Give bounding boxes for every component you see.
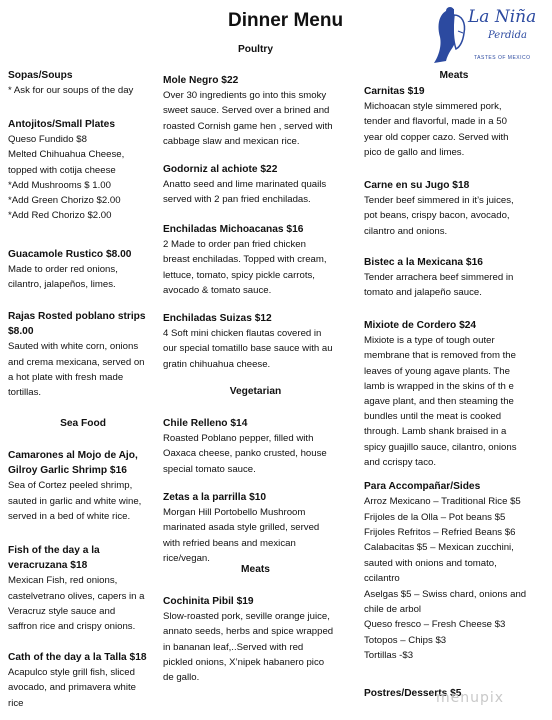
item-title: Fish of the day a la (8, 545, 100, 556)
menu-item-zetas (163, 490, 358, 566)
item-title: Carnitas $19 (364, 86, 425, 97)
item-line: spicy guajillo sauce, cilantro, onions (364, 441, 517, 453)
item-line: Sauted with white corn, onions (8, 341, 139, 353)
item-line: Roasted Poblano pepper, filled with (163, 433, 314, 445)
item-line: pico de gallo and limes. (364, 146, 465, 158)
item-line: served with 2 pan fried enchiladas. (163, 194, 311, 206)
item-line: avocado, and primavera white (8, 682, 136, 694)
item-line: membrane that is removed from the (364, 350, 516, 362)
menu-item-camarones (8, 448, 158, 524)
item-line: lamb is wrapped in the skins of th e (364, 380, 514, 392)
item-title: Mixiote de Cordero $24 (364, 320, 477, 331)
item-line: Mexican Fish, red onions, (8, 575, 118, 587)
menu-item-mole (163, 73, 358, 149)
item-line: saffron rice and crispy onions. (8, 621, 136, 633)
item-line: *Add Green Chorizo $2.00 (8, 195, 121, 207)
item-line: Made to order red onions, (8, 264, 118, 276)
menu-item-chile-relleno (163, 416, 358, 477)
section-heading-poultry: Poultry (237, 44, 274, 55)
section-title: Para Accompañar/Sides (364, 481, 481, 492)
side-line: Aselgas $5 – Swiss chard, onions and (364, 588, 527, 600)
item-title: Rajas Rosted poblano strips (8, 311, 146, 322)
item-line: Michoacan style simmered pork, (364, 101, 502, 113)
item-title: Godorniz al achiote $22 (163, 164, 278, 175)
logo-tagline: TASTES OF MEXICO (474, 55, 531, 61)
item-line: served in a bed of white rice. (8, 510, 131, 522)
item-line: in bananan leaf,..Served with red (163, 641, 304, 653)
menu-section-sides (364, 479, 550, 664)
side-line: ccilantro (364, 573, 400, 585)
item-line: castelvetrano olives, capers in a (8, 590, 145, 602)
item-line: through. Lamb shank braised in a (364, 426, 507, 438)
restaurant-logo (430, 3, 548, 67)
item-line: rice (8, 697, 24, 709)
menu-item-carne-en-su-jugo (364, 178, 550, 239)
item-line: tender and flavorful, made in a 50 (364, 116, 507, 128)
item-title-2: veracruzana $18 (8, 560, 88, 572)
item-title: Carne en su Jugo $18 (364, 180, 470, 191)
item-line: rice/vegan. (163, 552, 210, 564)
item-line: marinated asada style grilled, served (163, 522, 320, 534)
item-line: pot beans, crispy bacon, avocado, (364, 210, 510, 222)
side-line: Calabacitas $5 – Mexican zucchini, (364, 542, 514, 554)
item-line: tomato and jalapeño sauce. (364, 287, 482, 299)
item-line: and crema mexicana, served on (8, 356, 145, 368)
menu-section-antojitos (8, 117, 158, 223)
item-line: special tomato sauce. (163, 463, 256, 475)
page-title: Dinner Menu (228, 10, 344, 31)
item-line: agave plant, and then steaming the (364, 396, 514, 408)
item-line: pickled onions, X’nipek habanero pico (163, 656, 325, 668)
item-line: *Add Mushrooms $ 1.00 (8, 179, 111, 191)
menu-item-cochinita (163, 594, 358, 685)
item-line: avocado & tomato sauce. (163, 284, 272, 296)
item-title: Cath of the day a la Talla $18 (8, 652, 147, 663)
item-title: Enchiladas Michoacanas $16 (163, 224, 304, 235)
menu-item-suizas (163, 311, 358, 372)
menu-item-bistec (364, 255, 550, 301)
side-line: chile de arbol (364, 604, 422, 616)
item-line: Mixiote is a type of tough outer (364, 335, 495, 347)
item-line: Tender beef simmered in it’s juices, (364, 195, 514, 207)
side-line: sauted with onions and tomato, (364, 557, 497, 569)
item-line: Melted Chihuahua Cheese, (8, 149, 125, 161)
menu-section-sopas (8, 68, 158, 98)
menu-item-rajas (8, 309, 158, 400)
side-line: Tortillas -$3 (364, 650, 414, 662)
item-line: Tender arrachera beef simmered in (364, 272, 514, 284)
item-line: cilantro, jalapeños, limes. (8, 279, 116, 291)
item-line: Slow-roasted pork, seville orange juice, (163, 611, 330, 623)
item-line: lettuce, tomato, spicy pickle carrots, (163, 269, 315, 281)
item-line: tortillas. (8, 387, 42, 399)
item-price: $8.00 (8, 326, 34, 338)
item-line: bundles until the meat is cooked (364, 411, 502, 423)
item-line: Queso Fundido $8 (8, 134, 87, 146)
menu-item-fish (8, 543, 158, 634)
side-line: Frijoles de la Olla – Pot beans $5 (364, 511, 506, 523)
item-line: annato seeds, herbs and spice wrapped (163, 626, 334, 638)
section-heading-meats-right: Meats (439, 70, 469, 81)
item-line: gratin chihuahua cheese. (163, 358, 271, 370)
item-title: Bistec a la Mexicana $16 (364, 257, 483, 268)
side-line: Frijoles Refritos – Refried Beans $6 (364, 527, 516, 539)
watermark: menupix (436, 690, 505, 706)
menu-item-guacamole (8, 247, 158, 293)
item-line: de gallo. (163, 672, 200, 684)
item-line: Anatto seed and lime marinated quails (163, 179, 327, 191)
item-line: *Add Red Chorizo $2.00 (8, 210, 112, 222)
item-line: with refried beans and mexican (163, 537, 296, 549)
item-title: Mole Negro $22 (163, 75, 239, 86)
side-line: Totopos – Chips $3 (364, 634, 447, 646)
logo-name: La Niña (468, 7, 537, 27)
item-line: Veracruz style sauce and (8, 605, 116, 617)
section-title: Sopas/Soups (8, 70, 73, 81)
item-line: our special tomatillo base sauce with au (163, 343, 333, 355)
item-line: * Ask for our soups of the day (8, 85, 134, 97)
menu-item-michoacanas (163, 222, 358, 298)
section-title: Antojitos/Small Plates (8, 119, 115, 130)
menu-item-cath (8, 650, 158, 711)
menu-item-carnitas (364, 84, 550, 160)
section-title: Postres/Desserts $5 (364, 688, 462, 699)
item-line: Over 30 ingredients go into this smoky (163, 90, 327, 102)
item-line: and ccrispy taco. (364, 456, 436, 468)
logo-subname: Perdida (488, 30, 527, 41)
item-line: 4 Soft mini chicken flautas covered in (163, 328, 322, 340)
menu-item-godorniz (163, 162, 358, 208)
item-title: Guacamole Rustico $8.00 (8, 249, 132, 260)
side-line: Queso fresco – Fresh Cheese $3 (364, 619, 506, 631)
item-line: roasted Cornish game hen , served with (163, 120, 333, 132)
item-line: breast enchiladas. Topped with cream, (163, 254, 327, 266)
item-title: Chile Relleno $14 (163, 418, 248, 429)
section-heading-meats-middle: Meats (241, 564, 270, 575)
item-line: sauted in garlic and white wine, (8, 495, 142, 507)
item-line: sweet sauce. Served over a brined and (163, 105, 330, 117)
item-line: Acapulco style grill fish, sliced (8, 667, 135, 679)
item-line: cabbage slaw and mexican rice. (163, 135, 300, 147)
item-line: year old copper cazo. Served with (364, 131, 509, 143)
item-line: 2 Made to order pan fried chicken (163, 239, 306, 251)
item-line: topped with cotija cheese (8, 164, 116, 176)
item-title: Zetas a la parrilla $10 (163, 492, 267, 503)
item-line: leaves of young agave plants. The (364, 365, 510, 377)
section-heading-seafood: Sea Food (60, 418, 106, 429)
item-title: Enchiladas Suizas $12 (163, 313, 272, 324)
item-title: Cochinita Pibil $19 (163, 596, 254, 607)
item-line: Oaxaca cheese, panko crusted, house (163, 448, 327, 460)
item-title-2: Gilroy Garlic Shrimp $16 (8, 465, 127, 477)
item-line: cilantro and onions. (364, 225, 448, 237)
item-title: Camarones al Mojo de Ajo, (8, 450, 138, 461)
menu-item-mixiote (364, 318, 550, 470)
item-line: a hot plate with fresh made (8, 371, 124, 383)
side-line: Arroz Mexicano – Traditional Rice $5 (364, 496, 521, 508)
item-line: Sea of Cortez peeled shrimp, (8, 480, 133, 492)
item-line: Morgan Hill Portobello Mushroom (163, 507, 306, 519)
section-heading-vegetarian: Vegetarian (229, 386, 282, 397)
